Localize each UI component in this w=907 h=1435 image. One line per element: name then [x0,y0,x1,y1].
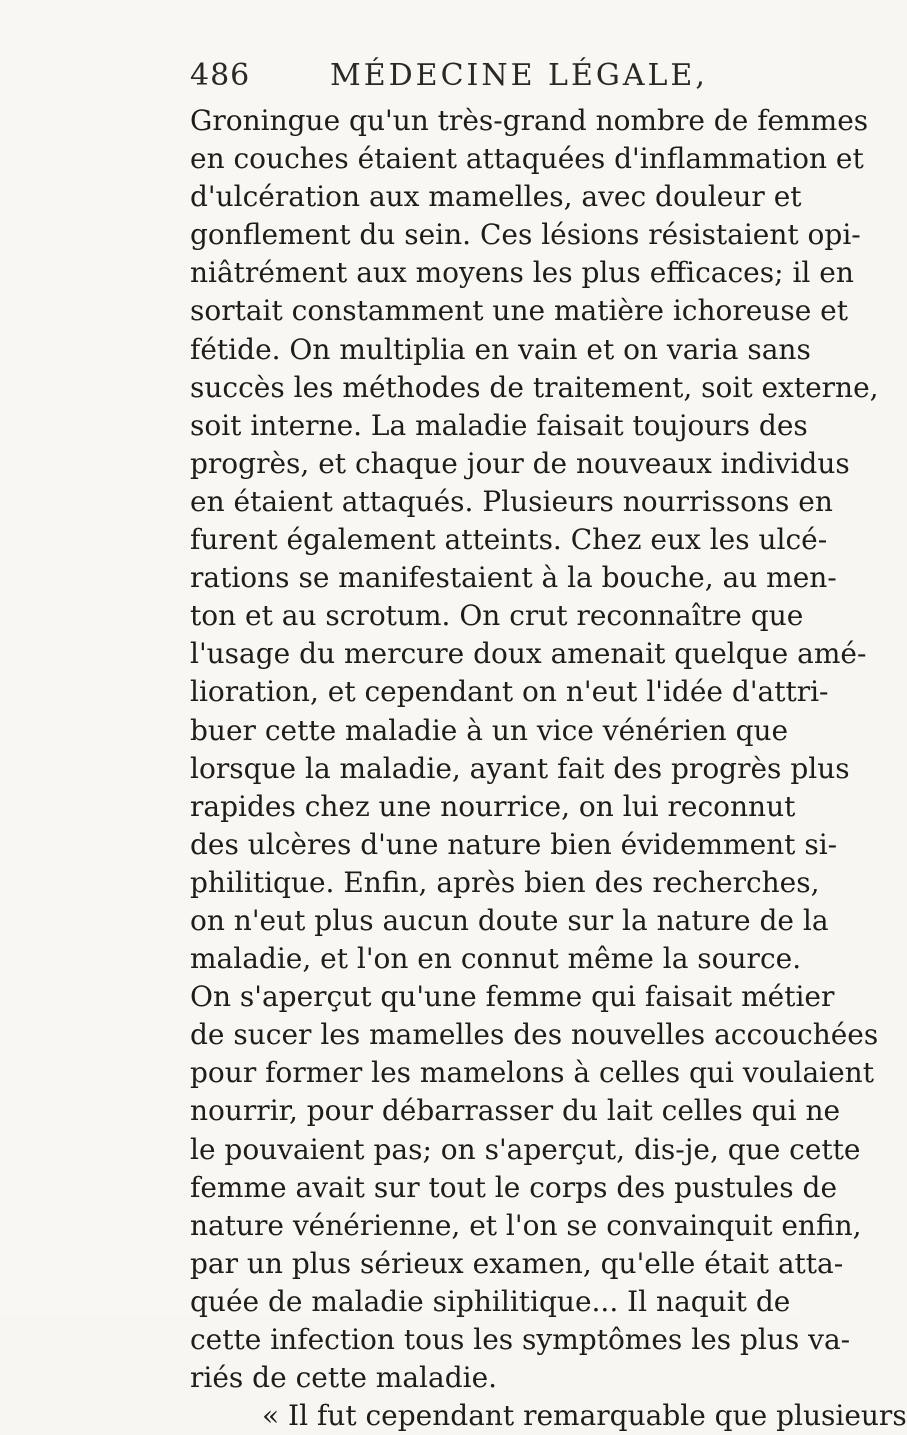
text-line: gonflement du sein. Ces lésions résistaient opi- [190,218,861,252]
text-line: femme avait sur tout le corps des pustules de [190,1170,838,1204]
text-line: de sucer les mamelles des nouvelles accouchées [190,1018,879,1052]
text-line: niâtrément aux moyens les plus efficaces; il en [190,256,854,290]
text-line: nature vénérienne, et l'on se convainquit enfin, [190,1208,862,1242]
text-line: maladie, et l'on en connut même la source. [190,942,802,976]
text-line: riés de cette maladie. [190,1361,498,1395]
text-line: progrès, et chaque jour de nouveaux individus [190,446,850,480]
text-line: rations se manifestaient à la bouche, au men- [190,561,837,595]
text-line: soit interne. La maladie faisait toujours des [190,408,808,442]
text-line: rapides chez une nourrice, on lui reconnut [190,789,796,823]
text-line: philitique. Enfin, après bien des recherches, [190,865,820,899]
text-line: cette infection tous les symptômes les plus va- [190,1323,851,1356]
text-line: nourrir, pour débarrasser du lait celles qui ne [190,1094,841,1128]
text-line: lorsque la maladie, ayant fait des progrès plus [190,751,850,785]
text-line: on n'eut plus aucun doute sur la nature de la [190,903,829,937]
running-title: MÉDECINE LÉGALE, [330,58,708,93]
text-line: en étaient attaqués. Plusieurs nourrissons en [190,484,833,518]
text-line: sortait constamment une matière ichoreuse et [190,294,848,328]
text-line: le pouvaient pas; on s'aperçut, dis-je, que cette [190,1132,861,1166]
text-line: succès les méthodes de traitement, soit externe, [190,370,879,404]
text-line: par un plus sérieux examen, qu'elle était atta- [190,1246,844,1280]
text-line: ton et au scrotum. On crut reconnaître que [190,599,804,633]
page-number: 486 [190,58,251,93]
text-line: pour former les mamelons à celles qui voulaient [190,1056,874,1090]
text-line: fétide. On multiplia en vain et on varia sans [190,332,811,366]
text-line: « Il fut cependant remarquable que plusieurs [262,1399,907,1433]
text-line: d'ulcération aux mamelles, avec douleur et [190,180,802,214]
text-line: en couches étaient attaquées d'inflammation et [190,142,864,176]
text-line: des ulcères d'une nature bien évidemment si- [190,827,838,861]
text-line: buer cette maladie à un vice vénérien que [190,713,789,747]
page-header [190,58,750,102]
text-line: lioration, et cependant on n'eut l'idée d'attri- [190,675,829,709]
text-line: furent également atteints. Chez eux les ulcé- [190,523,828,557]
text-line: l'usage du mercure doux amenait quelque amé- [190,637,867,671]
text-line: quée de maladie siphilitique... Il naquit de [190,1284,791,1318]
text-line: On s'aperçut qu'une femme qui faisait métier [190,980,835,1014]
body-text [190,102,907,1435]
text-line: Groningue qu'un très-grand nombre de femmes [190,104,869,137]
